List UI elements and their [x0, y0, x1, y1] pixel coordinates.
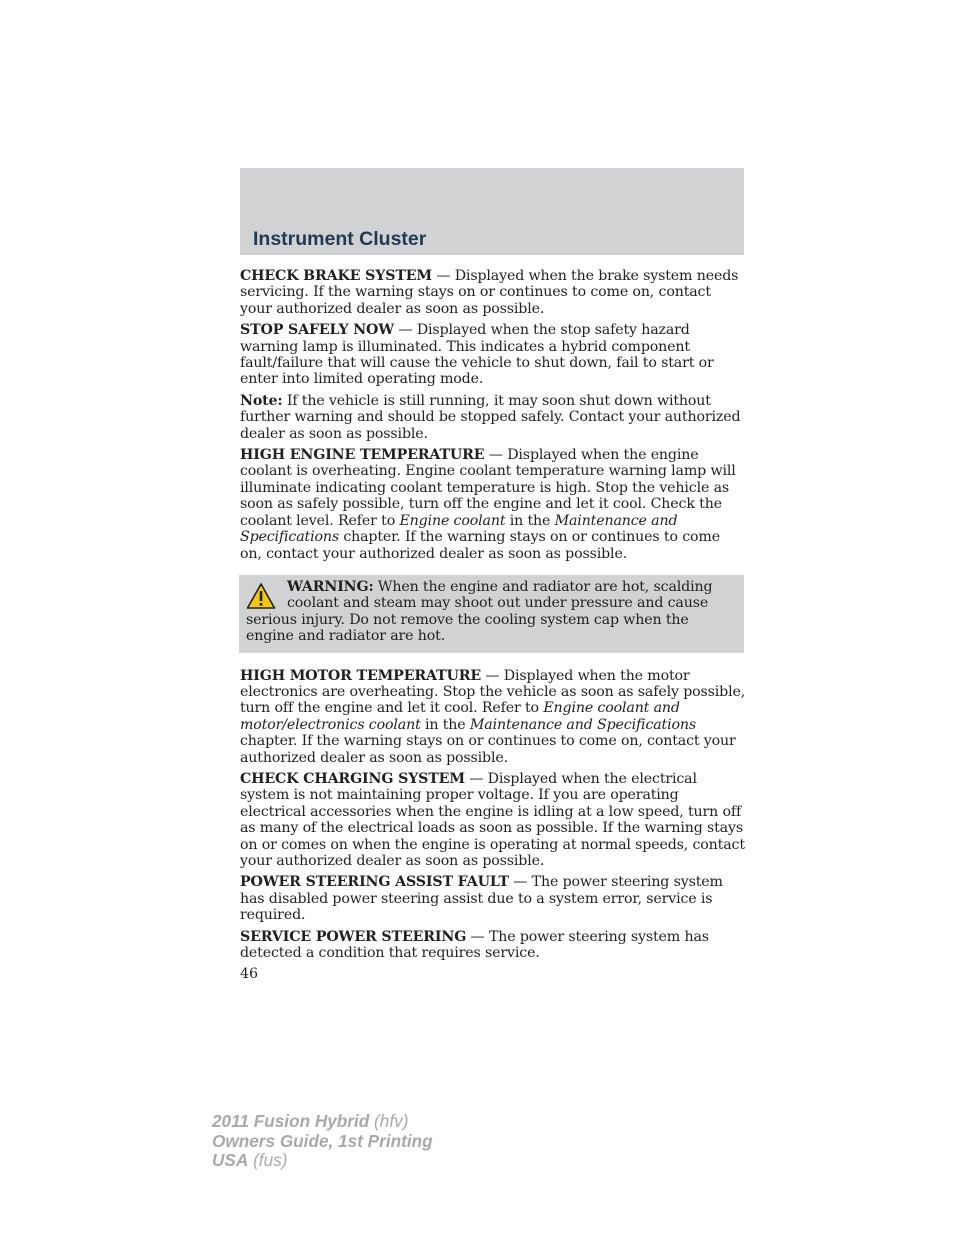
warning-box: [239, 575, 744, 653]
document-footer: [212, 1112, 433, 1171]
section-title: Instrument Cluster: [253, 228, 427, 250]
paragraph-power-steering-assist-fault: [240, 874, 746, 923]
term-label: HIGH ENGINE TEMPERATURE: [240, 447, 485, 464]
paragraph-check-charging-system: [240, 771, 746, 869]
chapter-reference: Maintenance and Specifications: [240, 512, 678, 546]
paragraph-text: — The power steering system has disabled power steering assist due to a system error, service is required.: [240, 874, 723, 924]
paragraph-text: — Displayed when the engine coolant is overheating. Engine coolant temperature warning lamp will illuminate indicating coolant temperature is high. Stop the vehicle as soon as safely possible, turn off the engine and let it cool. Check the coolant level. Refer to: [240, 447, 736, 529]
term-label: HIGH MOTOR TEMPERATURE: [240, 667, 482, 684]
paragraph-text: in the: [420, 716, 470, 733]
paragraph-text: — The power steering system has detected a condition that requires service.: [240, 928, 709, 962]
paragraph-service-power-steering: [240, 929, 746, 962]
paragraph-text: — Displayed when the motor electronics are overheating. Stop the vehicle as soon as safely possible, turn off the engine and let it cool. Refer to: [240, 667, 746, 717]
paragraph-text: If the vehicle is still running, it may soon shut down without further warning and should be stopped safely. Contact your authorized dealer as soon as possible.: [240, 392, 741, 442]
paragraph-note: [240, 393, 746, 442]
warning-text: When the engine and radiator are hot, scalding coolant and steam may shoot out under pressure and cause serious injury. Do not remove the cooling system cap when the engine and radiator are hot.: [246, 578, 713, 645]
paragraph-stop-safely-now: [240, 322, 746, 388]
term-label: CHECK CHARGING SYSTEM: [240, 770, 465, 787]
paragraph-high-engine-temperature: [240, 447, 746, 562]
term-label: SERVICE POWER STEERING: [240, 928, 467, 945]
paragraph-text: — Displayed when the stop safety hazard warning lamp is illuminated. This indicates a hybrid component fault/failure that will cause the vehicle to shut down, fail to start or enter into limited operating mode.: [240, 322, 714, 388]
paragraph-text: — Displayed when the brake system needs servicing. If the warning stays on or continues to come on, contact your authorized dealer as soon as possible.: [240, 268, 739, 317]
term-label: POWER STEERING ASSIST FAULT: [240, 874, 509, 891]
page-content: [240, 268, 746, 982]
term-label: STOP SAFELY NOW: [240, 322, 395, 339]
section-header: [240, 168, 744, 255]
paragraph-text: chapter. If the warning stays on or continues to come on, contact your authorized dealer as soon as possible.: [240, 529, 720, 562]
paragraph-text: — Displayed when the electrical system is not maintaining proper voltage. If you are operating electrical accessories when the engine is idling at a low speed, turn off as many of the electrical loads as soon as possible. If the warning stays on or comes on when the engine is operating at normal speeds, contact your authorized dealer as soon as possible.: [240, 770, 745, 869]
footer-line-edition: Owners Guide, 1st Printing: [212, 1130, 433, 1151]
term-label: CHECK BRAKE SYSTEM: [240, 268, 432, 284]
paragraph-high-motor-temperature: [240, 668, 746, 766]
warning-label: WARNING:: [287, 578, 374, 595]
footer-line-market: USA (fus): [212, 1150, 288, 1170]
page-number: 46: [240, 966, 259, 983]
cross-reference: Engine coolant: [399, 512, 506, 529]
paragraph-check-brake-system: [240, 268, 746, 317]
term-label: Note:: [240, 392, 283, 409]
chapter-reference: Maintenance and Specifications: [469, 716, 696, 733]
footer-line-model: 2011 Fusion Hybrid (hfv): [212, 1111, 409, 1131]
paragraph-text: in the: [505, 512, 555, 529]
paragraph-text: chapter. If the warning stays on or continues to come on, contact your authorized dealer as soon as possible.: [240, 733, 736, 766]
cross-reference: Engine coolant and motor/electronics coolant: [240, 700, 680, 733]
warning-triangle-icon: [246, 582, 276, 610]
